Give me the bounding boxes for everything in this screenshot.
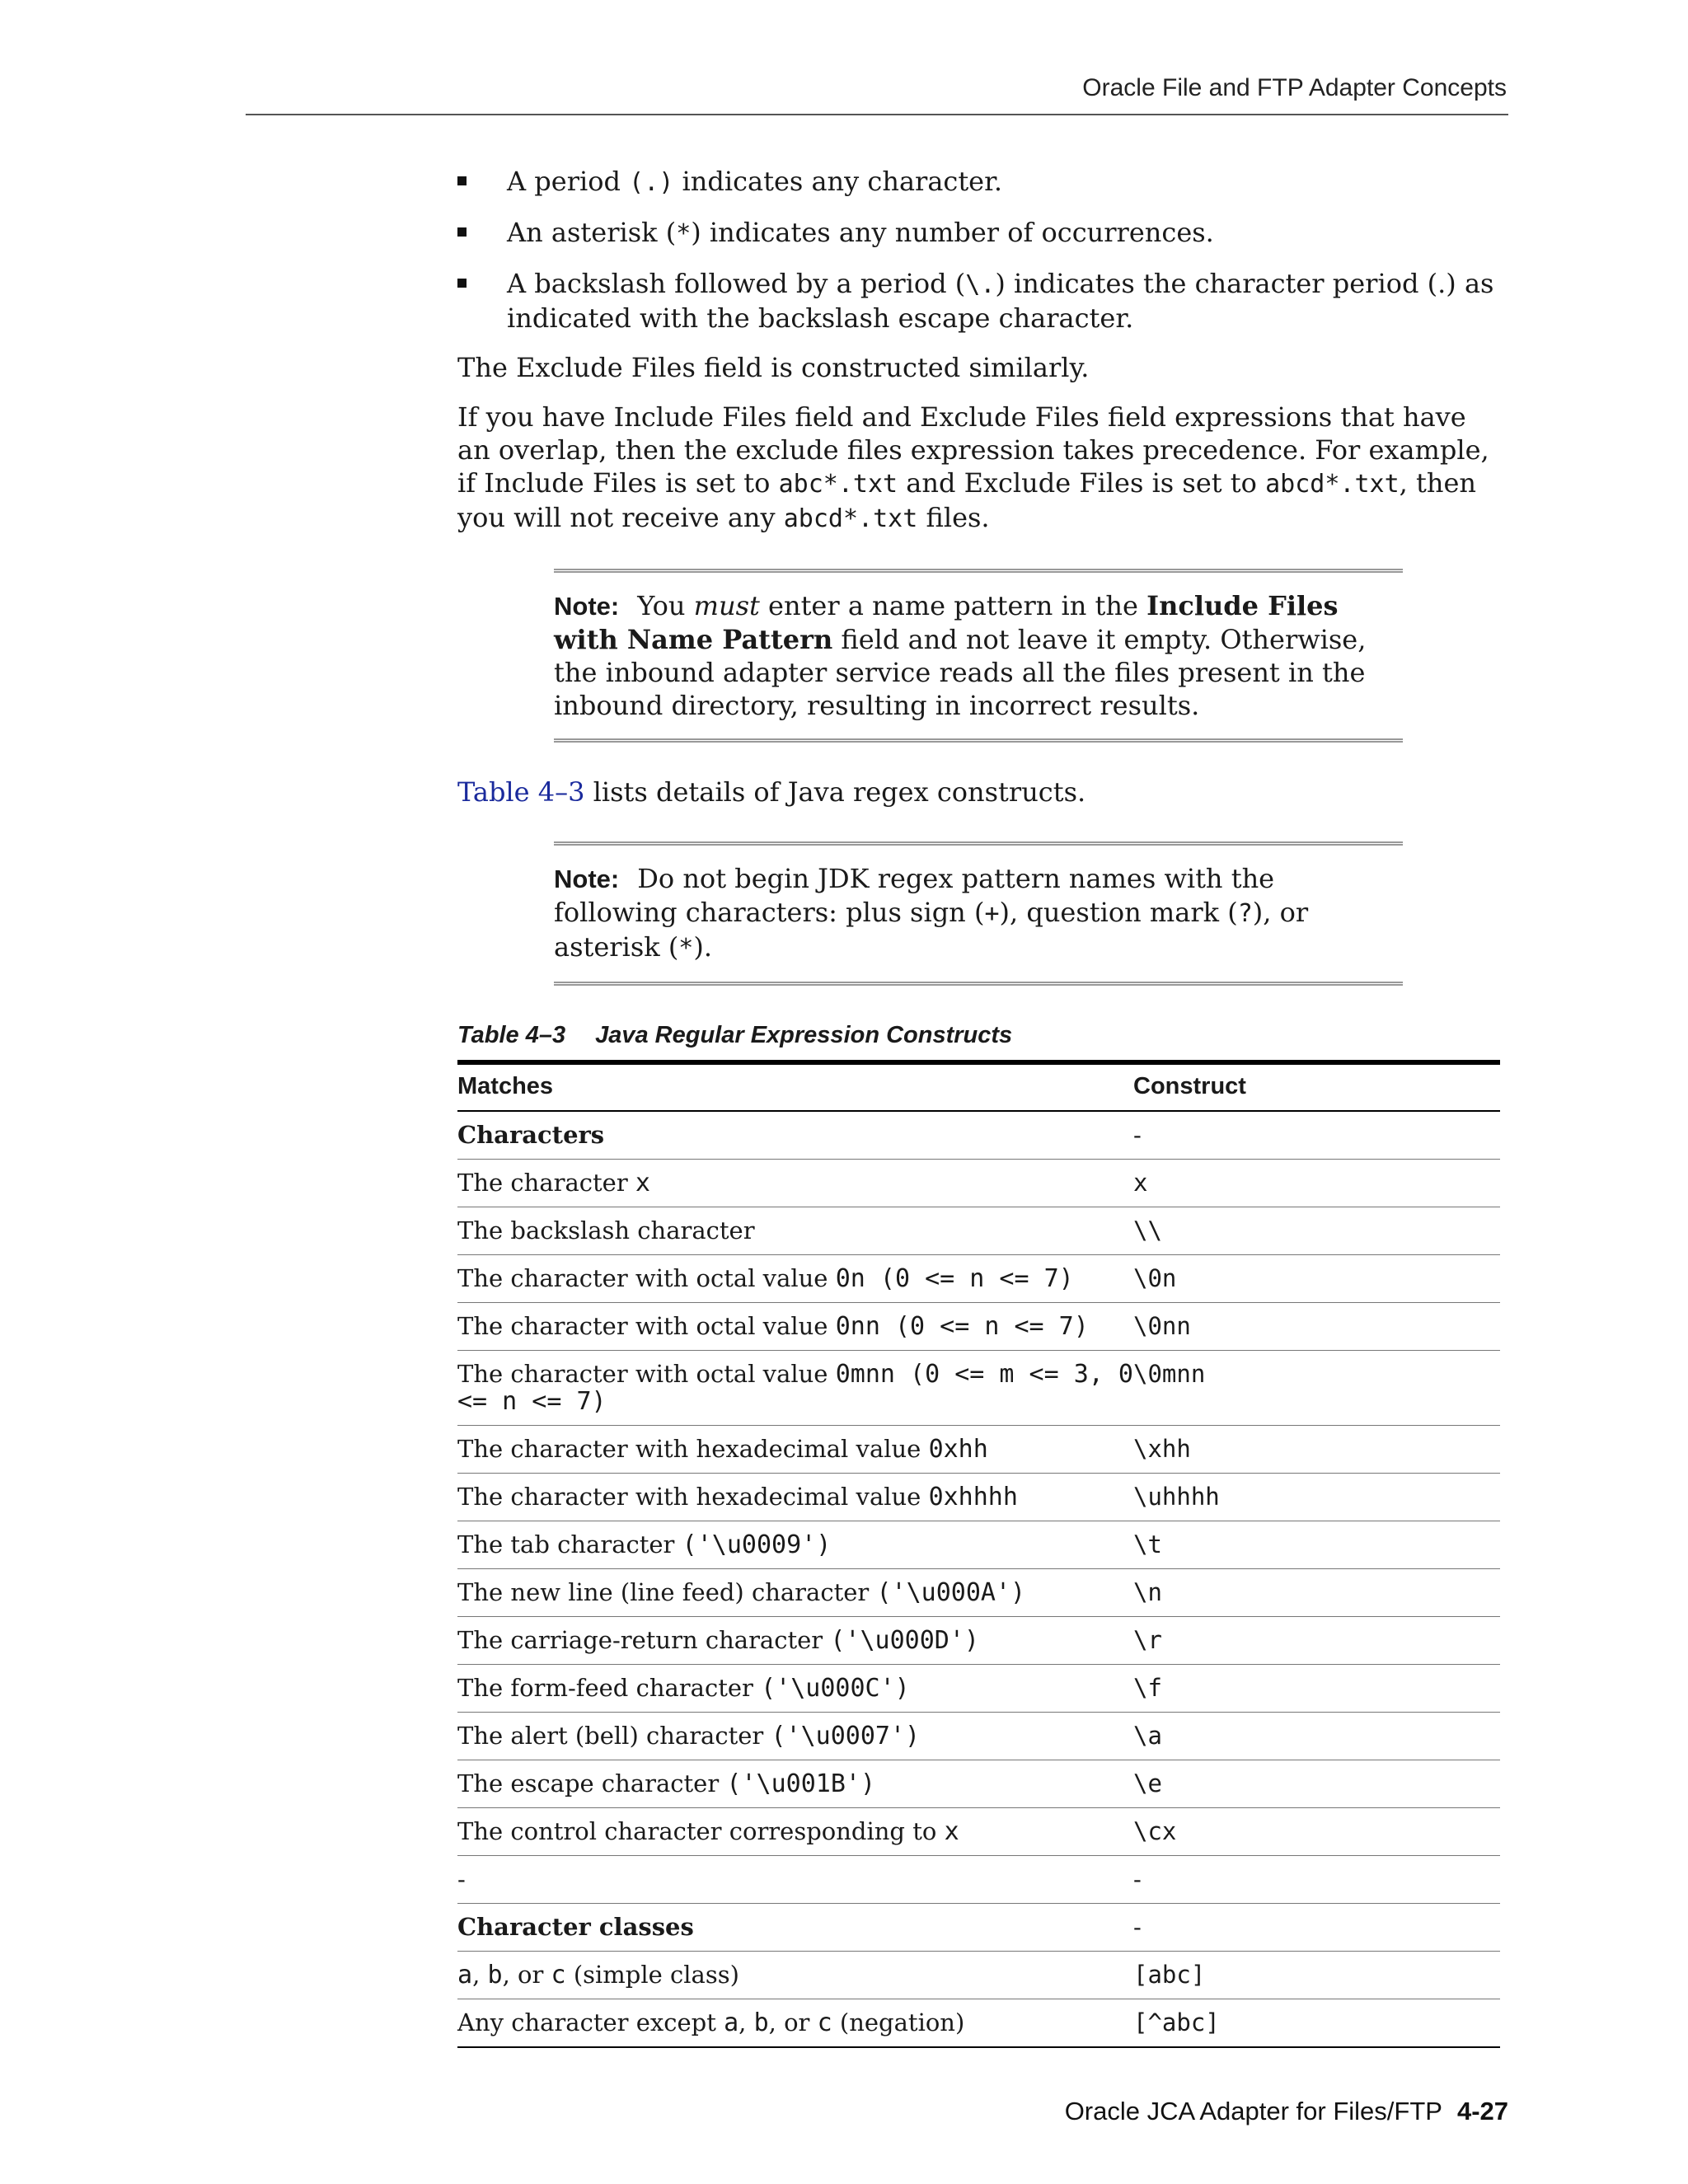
text: indicates any character. — [673, 166, 1003, 197]
cell-construct: \r — [1133, 1617, 1500, 1665]
cell-construct: \0nn — [1133, 1303, 1500, 1351]
table-row — [457, 1474, 1500, 1521]
square-bullet-icon — [457, 279, 467, 288]
table-row — [457, 1999, 1500, 2048]
footer-title: Oracle JCA Adapter for Files/FTP — [1064, 2097, 1442, 2125]
header-rule — [246, 114, 1508, 115]
table-body — [457, 1111, 1500, 2047]
cell-matches: The new line (line feed) character ('\u000A') — [457, 1569, 1133, 1617]
table-header-row — [457, 1062, 1500, 1111]
cell-construct: [abc] — [1133, 1952, 1500, 1999]
list-item — [457, 165, 1500, 199]
cell-matches: The escape character ('\u001B') — [457, 1760, 1133, 1808]
cell-matches: a, b, or c (simple class) — [457, 1952, 1133, 1999]
bullet-list — [457, 165, 1500, 335]
cell-matches: Characters — [457, 1111, 1133, 1160]
table-row — [457, 1617, 1500, 1665]
cell-matches: The control character corresponding to x — [457, 1808, 1133, 1856]
cell-matches: Character classes — [457, 1904, 1133, 1952]
cell-matches: The character with hexadecimal value 0xhh — [457, 1426, 1133, 1474]
table-row — [457, 1111, 1500, 1160]
cell-matches: The tab character ('\u0009') — [457, 1521, 1133, 1569]
cell-construct: \e — [1133, 1760, 1500, 1808]
cell-construct: \f — [1133, 1665, 1500, 1713]
cell-matches: The character with hexadecimal value 0xhhhh — [457, 1474, 1133, 1521]
list-item — [457, 267, 1500, 335]
code: \. — [965, 270, 996, 299]
cell-construct: \0mnn — [1133, 1351, 1500, 1426]
table-caption: Table 4–3 Java Regular Expression Constructs — [457, 1022, 1013, 1048]
table-row — [457, 1426, 1500, 1474]
table-row — [457, 1255, 1500, 1303]
paragraph: Table 4–3 lists details of Java regex constructs. — [457, 776, 1086, 808]
paragraph: If you have Include Files field and Exclude Files field expressions that have an overlap, then the exclude files expression takes precedence. For example, if Include Files is set to abc*.txt and Exclude Files is set to abcd*.txt, then you will not receive any abcd*.txt files. — [457, 401, 1489, 533]
running-header: Oracle File and FTP Adapter Concepts — [1082, 74, 1507, 101]
table-row — [457, 1856, 1500, 1904]
cell-matches: The character x — [457, 1160, 1133, 1207]
text: ) indicates any number of occurrences. — [691, 217, 1214, 248]
text: An asterisk ( — [507, 217, 677, 248]
table-row — [457, 1521, 1500, 1569]
table-row — [457, 1713, 1500, 1760]
cell-construct: x — [1133, 1160, 1500, 1207]
column-header-construct: Construct — [1133, 1062, 1500, 1111]
column-header-matches: Matches — [457, 1062, 1133, 1111]
table-row — [457, 1952, 1500, 1999]
cell-construct: \n — [1133, 1569, 1500, 1617]
cell-matches: The alert (bell) character ('\u0007') — [457, 1713, 1133, 1760]
cell-matches: The character with octal value 0mnn (0 <= m <= 3, 0 <= n <= 7) — [457, 1351, 1133, 1426]
cell-construct: \t — [1133, 1521, 1500, 1569]
text: A period — [507, 166, 630, 197]
table-row — [457, 1160, 1500, 1207]
page-number: 4-27 — [1456, 2097, 1508, 2125]
paragraph: The Exclude Files field is constructed similarly. — [457, 352, 1090, 383]
cell-matches: - — [457, 1856, 1133, 1904]
cell-construct: \a — [1133, 1713, 1500, 1760]
table-link[interactable]: Table 4–3 — [457, 776, 585, 808]
text: ) indicates the character period (.) as indicated with the backslash escape character. — [507, 268, 1494, 334]
table-row — [457, 1808, 1500, 1856]
page-content — [457, 165, 1500, 2048]
code: * — [676, 219, 692, 248]
table-row — [457, 1303, 1500, 1351]
cell-matches: The backslash character — [457, 1207, 1133, 1255]
cell-matches: Any character except a, b, or c (negation) — [457, 1999, 1133, 2048]
cell-construct: \cx — [1133, 1808, 1500, 1856]
cell-matches: The form-feed character ('\u000C') — [457, 1665, 1133, 1713]
square-bullet-icon — [457, 176, 467, 185]
cell-matches: The character with octal value 0nn (0 <= n <= 7) — [457, 1303, 1133, 1351]
cell-construct: \\ — [1133, 1207, 1500, 1255]
note-label: Note: — [554, 865, 620, 893]
cell-construct: [^abc] — [1133, 1999, 1500, 2048]
table-row — [457, 1665, 1500, 1713]
table-row — [457, 1760, 1500, 1808]
note-box: Note: You must enter a name pattern in the Include Files with Name Pattern field and not leave it empty. Otherwise, the inbound adapter service reads all the files present in the inbound directory, resulting in incorrect results. — [554, 569, 1403, 743]
cell-construct: - — [1133, 1904, 1500, 1952]
note-box: Note: Do not begin JDK regex pattern names with the following characters: plus sign (+), question mark (?), or asterisk (*). — [554, 841, 1403, 986]
code: (.) — [629, 168, 674, 197]
cell-matches: The character with octal value 0n (0 <= n <= 7) — [457, 1255, 1133, 1303]
cell-construct: - — [1133, 1856, 1500, 1904]
cell-construct: - — [1133, 1111, 1500, 1160]
page-footer — [1065, 2097, 1508, 2126]
note-label: Note: — [554, 592, 620, 621]
text: A backslash followed by a period ( — [507, 268, 966, 299]
cell-construct: \0n — [1133, 1255, 1500, 1303]
square-bullet-icon — [457, 227, 467, 237]
table-row — [457, 1904, 1500, 1952]
regex-constructs-table — [457, 1060, 1500, 2048]
table-row — [457, 1569, 1500, 1617]
table-row — [457, 1207, 1500, 1255]
table-row — [457, 1351, 1500, 1426]
cell-construct: \xhh — [1133, 1426, 1500, 1474]
cell-matches: The carriage-return character ('\u000D') — [457, 1617, 1133, 1665]
list-item — [457, 216, 1500, 251]
cell-construct: \uhhhh — [1133, 1474, 1500, 1521]
